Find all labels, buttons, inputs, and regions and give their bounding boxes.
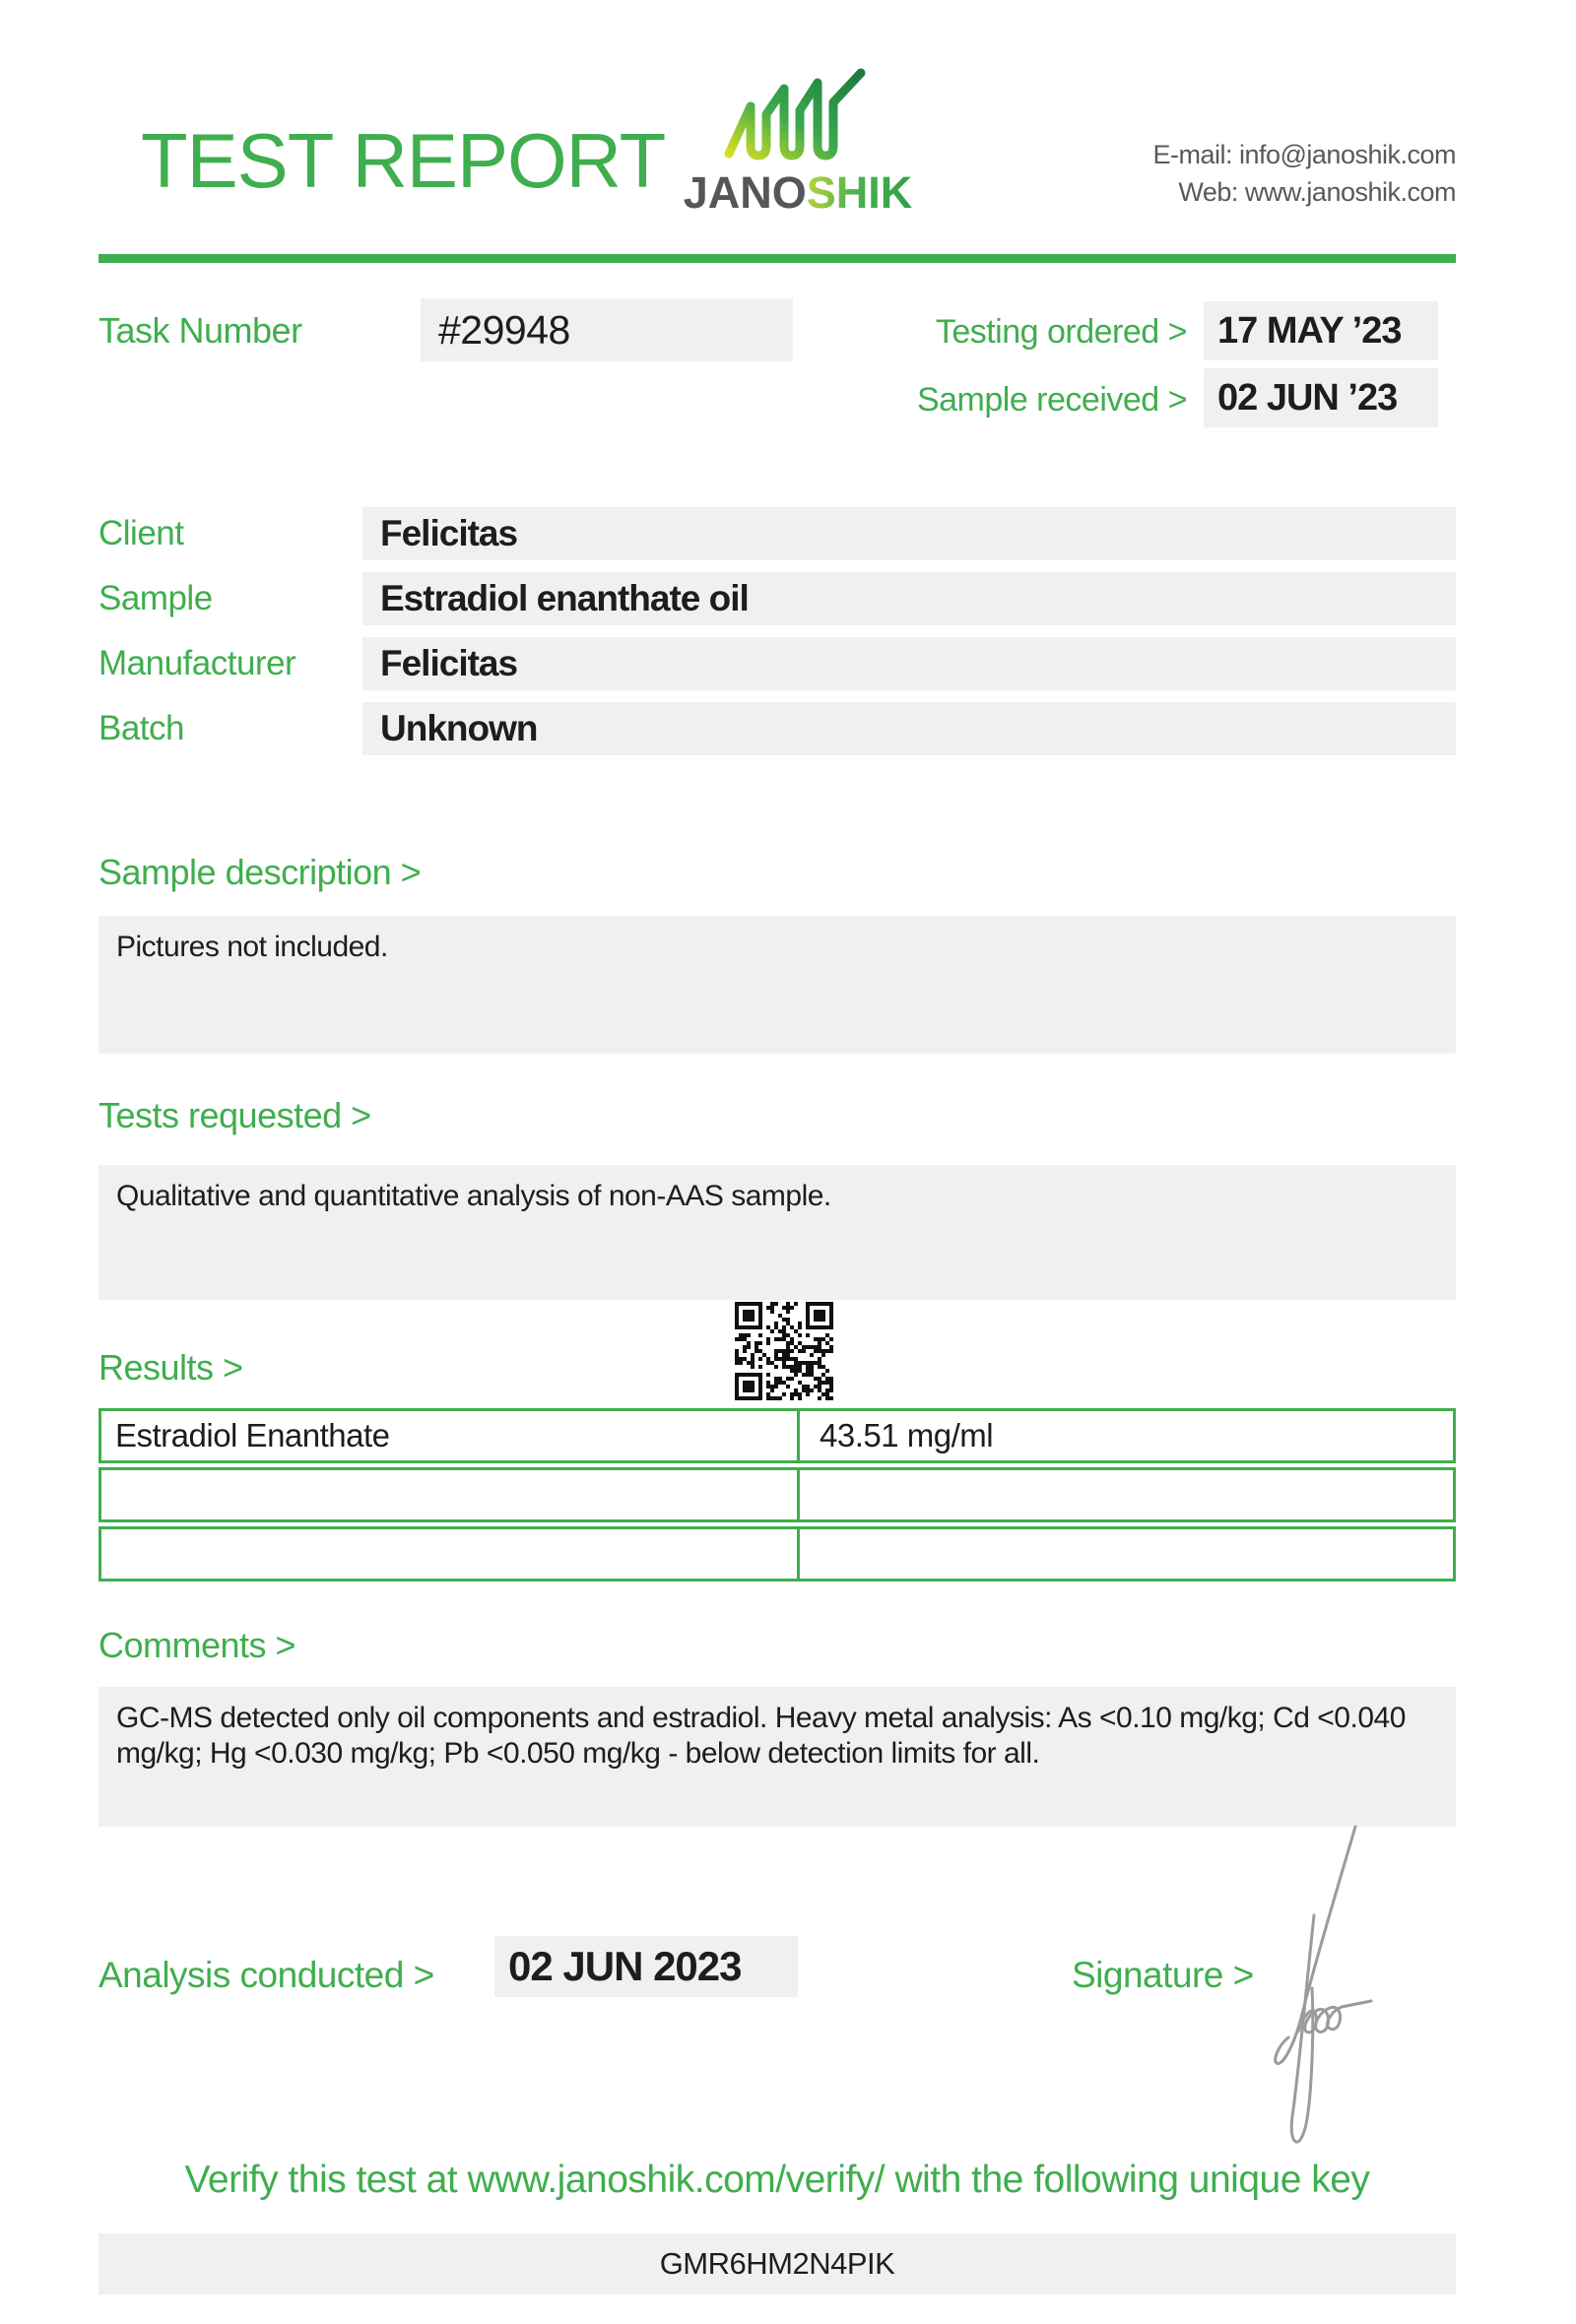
results-table [98, 1408, 1456, 1585]
sample-received-value: 02 JUN ’23 [1217, 377, 1398, 419]
result-value: 43.51 mg/ml [820, 1417, 994, 1453]
janoshik-logo [678, 67, 918, 219]
result-value [800, 1529, 1453, 1579]
signature-label: Signature > [1072, 1955, 1254, 1995]
analysis-date-value: 02 JUN 2023 [508, 1943, 742, 1989]
sample-value: Estradiol enanthate oil [380, 578, 749, 618]
comments-box [98, 1687, 1456, 1827]
header-divider [98, 254, 1456, 263]
client-label: Client [98, 514, 184, 552]
info-row-client [0, 507, 1576, 560]
tests-requested-text: Qualitative and quantitative analysis of non-AAS sample. [116, 1180, 831, 1212]
verify-instruction: Verify this test at www.janoshik.com/verify/ with the following unique key [184, 2159, 1370, 2201]
page-title: TEST REPORT [141, 117, 666, 204]
contact-email: E-mail: info@janoshik.com [1152, 140, 1456, 169]
batch-value: Unknown [380, 708, 538, 748]
tests-requested-box [98, 1165, 1456, 1300]
signature-scribble [1259, 1817, 1407, 2162]
info-row-sample [0, 572, 1576, 625]
sample-field [362, 572, 1456, 625]
table-row [98, 1467, 1456, 1522]
manufacturer-value: Felicitas [380, 643, 518, 683]
batch-field [362, 702, 1456, 755]
qr-code [735, 1302, 833, 1400]
brand-name [678, 167, 918, 219]
brand-jano: JANO [683, 167, 807, 218]
manufacturer-field [362, 637, 1456, 690]
testing-ordered-field [1204, 301, 1438, 360]
comments-text: GC-MS detected only oil components and estradiol. Heavy metal analysis: As <0.10 mg/kg; Cd <0.040 mg/kg; Hg <0.030 mg/kg; Pb <0.050 mg/kg - below detection limits for all. [116, 1702, 1406, 1770]
info-row-batch [0, 702, 1576, 755]
sample-received-field [1204, 368, 1438, 427]
client-field [362, 507, 1456, 560]
task-number-label: Task Number [98, 310, 302, 351]
results-heading: Results > [98, 1347, 243, 1388]
contact-block [1152, 136, 1456, 211]
table-row [98, 1526, 1456, 1582]
tests-requested-heading: Tests requested > [98, 1095, 371, 1135]
brand-shik: SHIK [806, 167, 913, 218]
sample-label: Sample [98, 579, 213, 617]
sample-description-box [98, 916, 1456, 1054]
contact-web: Web: www.janoshik.com [1178, 177, 1456, 207]
manufacturer-label: Manufacturer [98, 644, 296, 682]
testing-ordered-label: Testing ordered > [935, 313, 1187, 351]
result-substance [101, 1470, 800, 1519]
client-value: Felicitas [380, 513, 518, 553]
task-number-value: #29948 [438, 307, 570, 353]
result-substance: Estradiol Enanthate [101, 1411, 800, 1460]
task-number-field [421, 298, 793, 361]
analysis-conducted-label: Analysis conducted > [98, 1955, 434, 1995]
testing-ordered-value: 17 MAY ’23 [1217, 310, 1402, 352]
unique-key-value: GMR6HM2N4PIK [659, 2246, 895, 2281]
result-value [800, 1470, 1453, 1519]
sample-description-heading: Sample description > [98, 852, 422, 892]
batch-label: Batch [98, 709, 184, 747]
table-row [98, 1408, 1456, 1463]
analysis-date-field [494, 1936, 798, 1997]
unique-key-field [98, 2233, 1456, 2294]
growth-chart-icon [719, 67, 877, 165]
result-substance [101, 1529, 800, 1579]
info-row-manufacturer [0, 637, 1576, 690]
comments-heading: Comments > [98, 1625, 296, 1665]
sample-received-label: Sample received > [916, 381, 1187, 419]
sample-description-text: Pictures not included. [116, 931, 388, 963]
